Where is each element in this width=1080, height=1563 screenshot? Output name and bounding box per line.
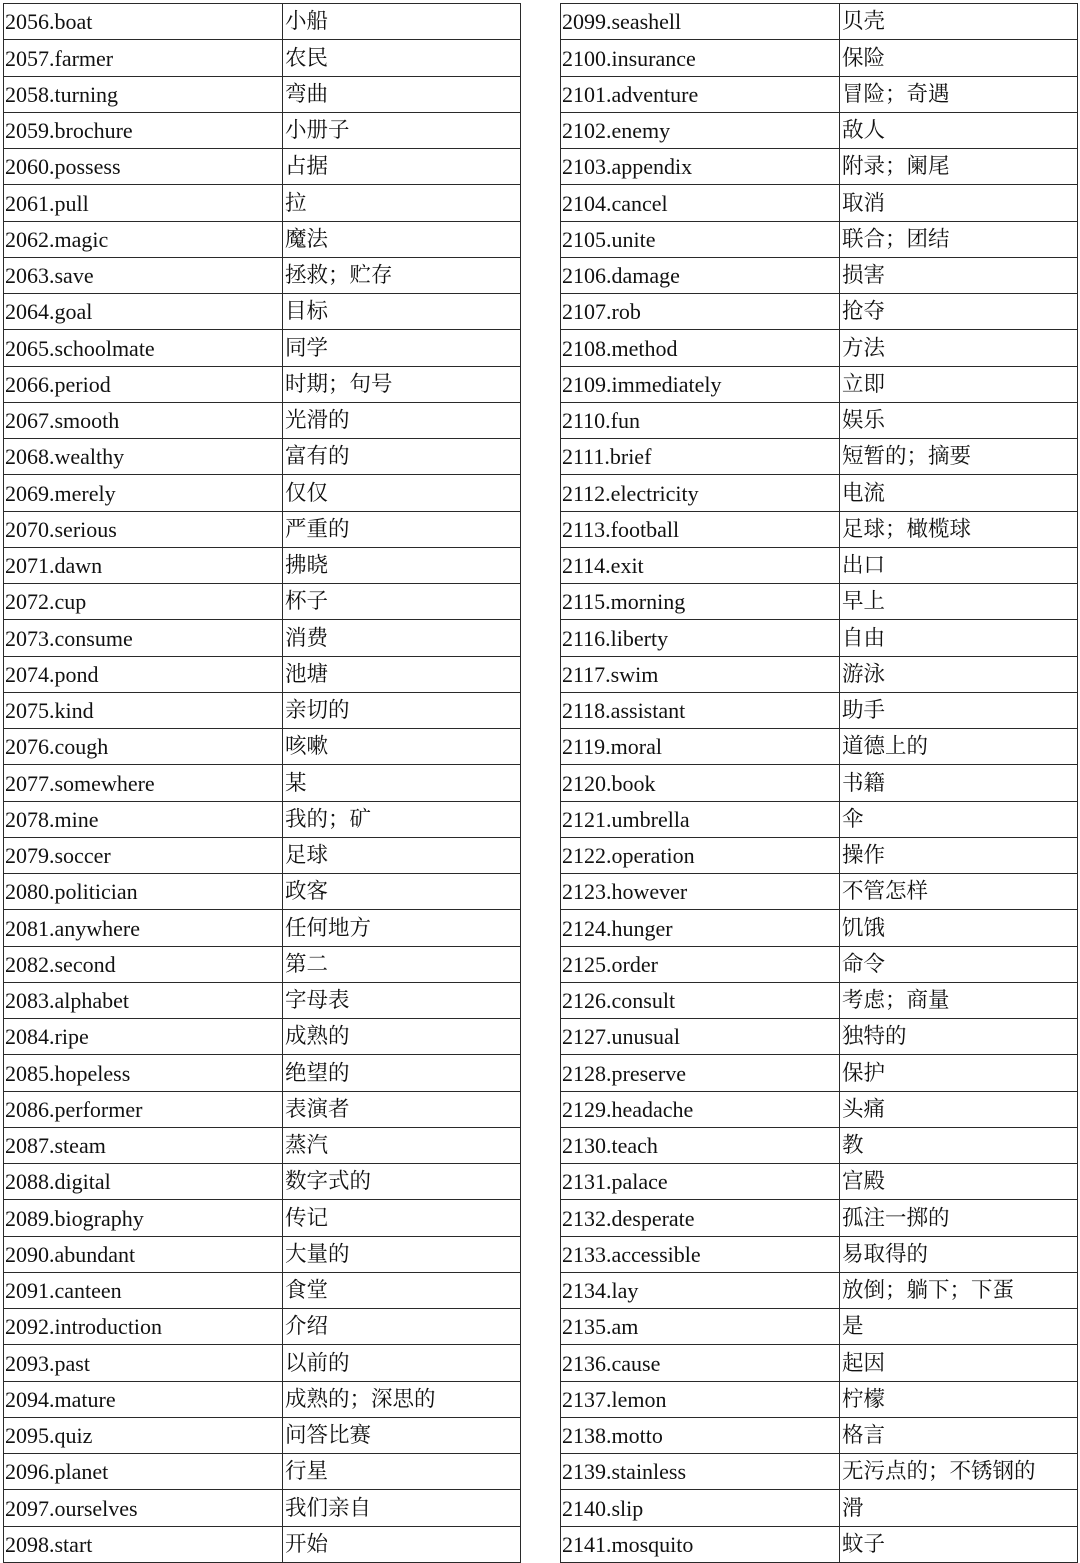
vocab-meaning: 我的；矿 bbox=[283, 801, 521, 837]
vocab-meaning: 头痛 bbox=[840, 1091, 1078, 1127]
vocab-meaning: 某 bbox=[283, 765, 521, 801]
vocab-word: 2126.consult bbox=[561, 982, 840, 1018]
vocab-row bbox=[561, 402, 1078, 438]
vocab-row bbox=[561, 547, 1078, 583]
vocab-word: 2110.fun bbox=[561, 402, 840, 438]
vocab-meaning: 消费 bbox=[283, 620, 521, 656]
vocab-word: 2064.goal bbox=[4, 294, 283, 330]
vocab-row bbox=[4, 1200, 521, 1236]
vocab-word: 2123.however bbox=[561, 874, 840, 910]
vocab-meaning: 蒸汽 bbox=[283, 1127, 521, 1163]
vocab-row bbox=[561, 765, 1078, 801]
vocab-meaning: 滑 bbox=[840, 1490, 1078, 1526]
vocab-meaning: 考虑；商量 bbox=[840, 982, 1078, 1018]
vocab-meaning: 道德上的 bbox=[840, 729, 1078, 765]
vocab-row bbox=[4, 185, 521, 221]
vocab-row bbox=[4, 1309, 521, 1345]
vocab-row bbox=[561, 4, 1078, 40]
vocab-row bbox=[4, 729, 521, 765]
vocab-word: 2117.swim bbox=[561, 656, 840, 692]
vocab-row bbox=[4, 1127, 521, 1163]
vocab-row bbox=[4, 656, 521, 692]
vocab-row bbox=[561, 1164, 1078, 1200]
vocab-word: 2139.stainless bbox=[561, 1454, 840, 1490]
vocab-meaning: 农民 bbox=[283, 40, 521, 76]
vocab-meaning: 咳嗽 bbox=[283, 729, 521, 765]
vocab-word: 2101.adventure bbox=[561, 76, 840, 112]
vocab-word: 2132.desperate bbox=[561, 1200, 840, 1236]
vocab-word: 2100.insurance bbox=[561, 40, 840, 76]
vocab-meaning: 魔法 bbox=[283, 221, 521, 257]
vocab-word: 2061.pull bbox=[4, 185, 283, 221]
vocab-row bbox=[4, 1236, 521, 1272]
vocab-word: 2075.kind bbox=[4, 692, 283, 728]
vocab-meaning: 敌人 bbox=[840, 112, 1078, 148]
vocab-word: 2060.possess bbox=[4, 149, 283, 185]
vocab-row bbox=[561, 910, 1078, 946]
vocab-word: 2069.merely bbox=[4, 475, 283, 511]
vocab-meaning: 柠檬 bbox=[840, 1381, 1078, 1417]
vocab-row bbox=[561, 221, 1078, 257]
vocab-row bbox=[4, 76, 521, 112]
vocab-row bbox=[561, 475, 1078, 511]
vocab-row bbox=[561, 874, 1078, 910]
vocab-meaning: 自由 bbox=[840, 620, 1078, 656]
vocab-meaning: 成熟的 bbox=[283, 1019, 521, 1055]
vocab-word: 2093.past bbox=[4, 1345, 283, 1381]
vocab-meaning: 食堂 bbox=[283, 1272, 521, 1308]
vocab-meaning: 损害 bbox=[840, 257, 1078, 293]
vocab-meaning: 方法 bbox=[840, 330, 1078, 366]
vocab-row bbox=[561, 112, 1078, 148]
vocab-word: 2137.lemon bbox=[561, 1381, 840, 1417]
vocab-row bbox=[4, 1019, 521, 1055]
vocab-row bbox=[4, 837, 521, 873]
vocab-meaning: 无污点的；不锈钢的 bbox=[840, 1454, 1078, 1490]
vocab-row bbox=[561, 729, 1078, 765]
vocab-table-left bbox=[3, 3, 521, 1563]
vocab-meaning: 开始 bbox=[283, 1526, 521, 1562]
vocab-row bbox=[561, 330, 1078, 366]
vocab-row bbox=[4, 366, 521, 402]
vocab-word: 2124.hunger bbox=[561, 910, 840, 946]
vocab-word: 2119.moral bbox=[561, 729, 840, 765]
vocab-meaning: 问答比赛 bbox=[283, 1417, 521, 1453]
vocab-row bbox=[561, 1055, 1078, 1091]
vocab-meaning: 目标 bbox=[283, 294, 521, 330]
vocab-row bbox=[561, 1236, 1078, 1272]
vocab-meaning: 贝壳 bbox=[840, 4, 1078, 40]
vocab-row bbox=[4, 475, 521, 511]
vocab-meaning: 易取得的 bbox=[840, 1236, 1078, 1272]
vocab-meaning: 我们亲自 bbox=[283, 1490, 521, 1526]
vocab-word: 2129.headache bbox=[561, 1091, 840, 1127]
vocab-word: 2081.anywhere bbox=[4, 910, 283, 946]
vocab-word: 2122.operation bbox=[561, 837, 840, 873]
vocab-meaning: 介绍 bbox=[283, 1309, 521, 1345]
vocab-meaning: 富有的 bbox=[283, 439, 521, 475]
vocab-meaning: 足球 bbox=[283, 837, 521, 873]
vocab-meaning: 不管怎样 bbox=[840, 874, 1078, 910]
vocab-row bbox=[4, 801, 521, 837]
vocab-row bbox=[561, 837, 1078, 873]
vocab-meaning: 占据 bbox=[283, 149, 521, 185]
vocab-meaning: 足球；橄榄球 bbox=[840, 511, 1078, 547]
vocab-meaning: 传记 bbox=[283, 1200, 521, 1236]
vocab-row bbox=[4, 257, 521, 293]
vocab-row bbox=[4, 1272, 521, 1308]
vocab-meaning: 是 bbox=[840, 1309, 1078, 1345]
vocab-word: 2133.accessible bbox=[561, 1236, 840, 1272]
vocab-meaning: 助手 bbox=[840, 692, 1078, 728]
vocab-word: 2109.immediately bbox=[561, 366, 840, 402]
vocab-row bbox=[561, 1526, 1078, 1562]
vocab-row bbox=[4, 439, 521, 475]
vocab-meaning: 起因 bbox=[840, 1345, 1078, 1381]
vocab-word: 2104.cancel bbox=[561, 185, 840, 221]
vocab-meaning: 绝望的 bbox=[283, 1055, 521, 1091]
vocab-meaning: 杯子 bbox=[283, 584, 521, 620]
vocab-meaning: 孤注一掷的 bbox=[840, 1200, 1078, 1236]
vocab-meaning: 独特的 bbox=[840, 1019, 1078, 1055]
vocab-word: 2056.boat bbox=[4, 4, 283, 40]
vocab-word: 2114.exit bbox=[561, 547, 840, 583]
vocab-row bbox=[561, 692, 1078, 728]
vocab-word: 2138.motto bbox=[561, 1417, 840, 1453]
vocab-word: 2088.digital bbox=[4, 1164, 283, 1200]
vocab-word: 2113.football bbox=[561, 511, 840, 547]
vocab-meaning: 同学 bbox=[283, 330, 521, 366]
vocab-row bbox=[4, 1381, 521, 1417]
vocab-meaning: 字母表 bbox=[283, 982, 521, 1018]
vocab-meaning: 抢夺 bbox=[840, 294, 1078, 330]
vocab-word: 2091.canteen bbox=[4, 1272, 283, 1308]
vocab-meaning: 小册子 bbox=[283, 112, 521, 148]
vocab-row bbox=[561, 294, 1078, 330]
vocab-word: 2130.teach bbox=[561, 1127, 840, 1163]
vocab-meaning: 数字式的 bbox=[283, 1164, 521, 1200]
vocab-row bbox=[4, 874, 521, 910]
vocab-meaning: 娱乐 bbox=[840, 402, 1078, 438]
vocab-word: 2065.schoolmate bbox=[4, 330, 283, 366]
vocab-meaning: 游泳 bbox=[840, 656, 1078, 692]
vocab-word: 2134.lay bbox=[561, 1272, 840, 1308]
vocab-meaning: 拉 bbox=[283, 185, 521, 221]
vocab-row bbox=[561, 149, 1078, 185]
vocab-meaning: 蚊子 bbox=[840, 1526, 1078, 1562]
vocab-row bbox=[561, 40, 1078, 76]
vocab-row bbox=[4, 294, 521, 330]
vocab-word: 2135.am bbox=[561, 1309, 840, 1345]
vocab-row bbox=[561, 1345, 1078, 1381]
vocab-word: 2071.dawn bbox=[4, 547, 283, 583]
vocab-row bbox=[561, 185, 1078, 221]
vocab-meaning: 保险 bbox=[840, 40, 1078, 76]
vocab-word: 2115.morning bbox=[561, 584, 840, 620]
vocab-word: 2074.pond bbox=[4, 656, 283, 692]
vocab-word: 2073.consume bbox=[4, 620, 283, 656]
vocab-meaning: 出口 bbox=[840, 547, 1078, 583]
vocab-word: 2084.ripe bbox=[4, 1019, 283, 1055]
vocab-meaning: 宫殿 bbox=[840, 1164, 1078, 1200]
vocab-meaning: 短暂的；摘要 bbox=[840, 439, 1078, 475]
vocab-meaning: 严重的 bbox=[283, 511, 521, 547]
vocab-word: 2089.biography bbox=[4, 1200, 283, 1236]
vocab-meaning: 取消 bbox=[840, 185, 1078, 221]
vocab-row bbox=[561, 439, 1078, 475]
vocab-meaning: 早上 bbox=[840, 584, 1078, 620]
vocab-row bbox=[561, 1381, 1078, 1417]
vocab-row bbox=[561, 1309, 1078, 1345]
vocab-meaning: 拂晓 bbox=[283, 547, 521, 583]
vocab-word: 2136.cause bbox=[561, 1345, 840, 1381]
vocab-meaning: 成熟的；深思的 bbox=[283, 1381, 521, 1417]
vocab-row bbox=[561, 76, 1078, 112]
vocab-word: 2067.smooth bbox=[4, 402, 283, 438]
vocab-word: 2121.umbrella bbox=[561, 801, 840, 837]
vocab-meaning: 电流 bbox=[840, 475, 1078, 511]
vocab-word: 2063.save bbox=[4, 257, 283, 293]
vocab-word: 2085.hopeless bbox=[4, 1055, 283, 1091]
vocab-row bbox=[561, 584, 1078, 620]
vocab-meaning: 拯救；贮存 bbox=[283, 257, 521, 293]
vocab-row bbox=[4, 547, 521, 583]
vocab-meaning: 任何地方 bbox=[283, 910, 521, 946]
vocab-meaning: 保护 bbox=[840, 1055, 1078, 1091]
vocab-word: 2131.palace bbox=[561, 1164, 840, 1200]
vocab-row bbox=[561, 982, 1078, 1018]
vocab-meaning: 光滑的 bbox=[283, 402, 521, 438]
vocab-meaning: 联合；团结 bbox=[840, 221, 1078, 257]
vocab-row bbox=[561, 620, 1078, 656]
vocab-table-right bbox=[560, 3, 1078, 1563]
vocab-meaning: 政客 bbox=[283, 874, 521, 910]
vocab-row bbox=[561, 1272, 1078, 1308]
vocab-word: 2095.quiz bbox=[4, 1417, 283, 1453]
vocab-meaning: 伞 bbox=[840, 801, 1078, 837]
vocab-table-right-body bbox=[561, 4, 1078, 1563]
vocab-row bbox=[561, 1200, 1078, 1236]
vocab-meaning: 附录；阑尾 bbox=[840, 149, 1078, 185]
vocab-row bbox=[4, 149, 521, 185]
vocab-row bbox=[4, 1490, 521, 1526]
vocab-row bbox=[561, 1091, 1078, 1127]
vocab-word: 2108.method bbox=[561, 330, 840, 366]
vocab-word: 2072.cup bbox=[4, 584, 283, 620]
vocab-word: 2102.enemy bbox=[561, 112, 840, 148]
vocab-word: 2096.planet bbox=[4, 1454, 283, 1490]
vocab-meaning: 池塘 bbox=[283, 656, 521, 692]
vocab-meaning: 操作 bbox=[840, 837, 1078, 873]
vocab-row bbox=[561, 1417, 1078, 1453]
vocab-word: 2070.serious bbox=[4, 511, 283, 547]
vocab-row bbox=[4, 221, 521, 257]
vocab-word: 2118.assistant bbox=[561, 692, 840, 728]
vocab-table-left-body bbox=[4, 4, 521, 1563]
vocab-word: 2141.mosquito bbox=[561, 1526, 840, 1562]
vocab-row bbox=[4, 1164, 521, 1200]
vocab-meaning: 放倒；躺下；下蛋 bbox=[840, 1272, 1078, 1308]
vocab-row bbox=[561, 1019, 1078, 1055]
vocab-word: 2080.politician bbox=[4, 874, 283, 910]
vocab-meaning: 以前的 bbox=[283, 1345, 521, 1381]
vocab-row bbox=[561, 366, 1078, 402]
vocab-meaning: 立即 bbox=[840, 366, 1078, 402]
vocab-row bbox=[4, 1091, 521, 1127]
vocab-row bbox=[4, 584, 521, 620]
vocab-word: 2106.damage bbox=[561, 257, 840, 293]
vocab-word: 2090.abundant bbox=[4, 1236, 283, 1272]
vocab-meaning: 命令 bbox=[840, 946, 1078, 982]
vocab-meaning: 教 bbox=[840, 1127, 1078, 1163]
vocab-row bbox=[561, 1127, 1078, 1163]
vocab-meaning: 行星 bbox=[283, 1454, 521, 1490]
vocab-word: 2094.mature bbox=[4, 1381, 283, 1417]
vocab-meaning: 饥饿 bbox=[840, 910, 1078, 946]
vocab-meaning: 书籍 bbox=[840, 765, 1078, 801]
vocab-word: 2076.cough bbox=[4, 729, 283, 765]
vocab-row bbox=[4, 1417, 521, 1453]
vocab-word: 2086.performer bbox=[4, 1091, 283, 1127]
vocab-word: 2083.alphabet bbox=[4, 982, 283, 1018]
vocab-word: 2082.second bbox=[4, 946, 283, 982]
vocab-meaning: 时期；句号 bbox=[283, 366, 521, 402]
vocab-word: 2097.ourselves bbox=[4, 1490, 283, 1526]
vocab-row bbox=[4, 620, 521, 656]
vocab-word: 2112.electricity bbox=[561, 475, 840, 511]
vocab-word: 2128.preserve bbox=[561, 1055, 840, 1091]
vocab-row bbox=[4, 1526, 521, 1562]
vocab-row bbox=[561, 1490, 1078, 1526]
vocab-word: 2087.steam bbox=[4, 1127, 283, 1163]
vocab-row bbox=[4, 402, 521, 438]
vocab-row bbox=[4, 511, 521, 547]
vocab-row bbox=[561, 946, 1078, 982]
vocab-word: 2077.somewhere bbox=[4, 765, 283, 801]
vocab-meaning: 小船 bbox=[283, 4, 521, 40]
vocab-row bbox=[4, 1055, 521, 1091]
vocab-meaning: 大量的 bbox=[283, 1236, 521, 1272]
vocab-row bbox=[4, 692, 521, 728]
vocab-row bbox=[4, 1454, 521, 1490]
vocab-word: 2103.appendix bbox=[561, 149, 840, 185]
vocab-word: 2107.rob bbox=[561, 294, 840, 330]
vocab-word: 2116.liberty bbox=[561, 620, 840, 656]
vocab-word: 2099.seashell bbox=[561, 4, 840, 40]
vocab-row bbox=[561, 656, 1078, 692]
vocab-row bbox=[561, 801, 1078, 837]
vocab-meaning: 表演者 bbox=[283, 1091, 521, 1127]
vocab-row bbox=[4, 1345, 521, 1381]
vocab-meaning: 冒险；奇遇 bbox=[840, 76, 1078, 112]
vocab-meaning: 仅仅 bbox=[283, 475, 521, 511]
vocab-word: 2079.soccer bbox=[4, 837, 283, 873]
vocab-row bbox=[561, 257, 1078, 293]
vocab-row bbox=[561, 511, 1078, 547]
vocab-row bbox=[4, 330, 521, 366]
vocab-word: 2092.introduction bbox=[4, 1309, 283, 1345]
vocab-word: 2058.turning bbox=[4, 76, 283, 112]
vocab-word: 2068.wealthy bbox=[4, 439, 283, 475]
vocab-word: 2140.slip bbox=[561, 1490, 840, 1526]
vocab-row bbox=[561, 1454, 1078, 1490]
vocab-row bbox=[4, 40, 521, 76]
vocab-meaning: 第二 bbox=[283, 946, 521, 982]
vocab-word: 2066.period bbox=[4, 366, 283, 402]
vocab-row bbox=[4, 910, 521, 946]
vocab-word: 2111.brief bbox=[561, 439, 840, 475]
vocab-word: 2125.order bbox=[561, 946, 840, 982]
vocab-row bbox=[4, 112, 521, 148]
vocab-row bbox=[4, 946, 521, 982]
vocab-word: 2098.start bbox=[4, 1526, 283, 1562]
vocab-word: 2078.mine bbox=[4, 801, 283, 837]
vocab-word: 2127.unusual bbox=[561, 1019, 840, 1055]
vocab-meaning: 弯曲 bbox=[283, 76, 521, 112]
vocab-row bbox=[4, 982, 521, 1018]
vocab-row bbox=[4, 765, 521, 801]
vocab-word: 2057.farmer bbox=[4, 40, 283, 76]
vocab-meaning: 格言 bbox=[840, 1417, 1078, 1453]
vocab-word: 2105.unite bbox=[561, 221, 840, 257]
vocab-row bbox=[4, 4, 521, 40]
vocab-word: 2120.book bbox=[561, 765, 840, 801]
vocab-word: 2062.magic bbox=[4, 221, 283, 257]
vocab-meaning: 亲切的 bbox=[283, 692, 521, 728]
vocab-word: 2059.brochure bbox=[4, 112, 283, 148]
